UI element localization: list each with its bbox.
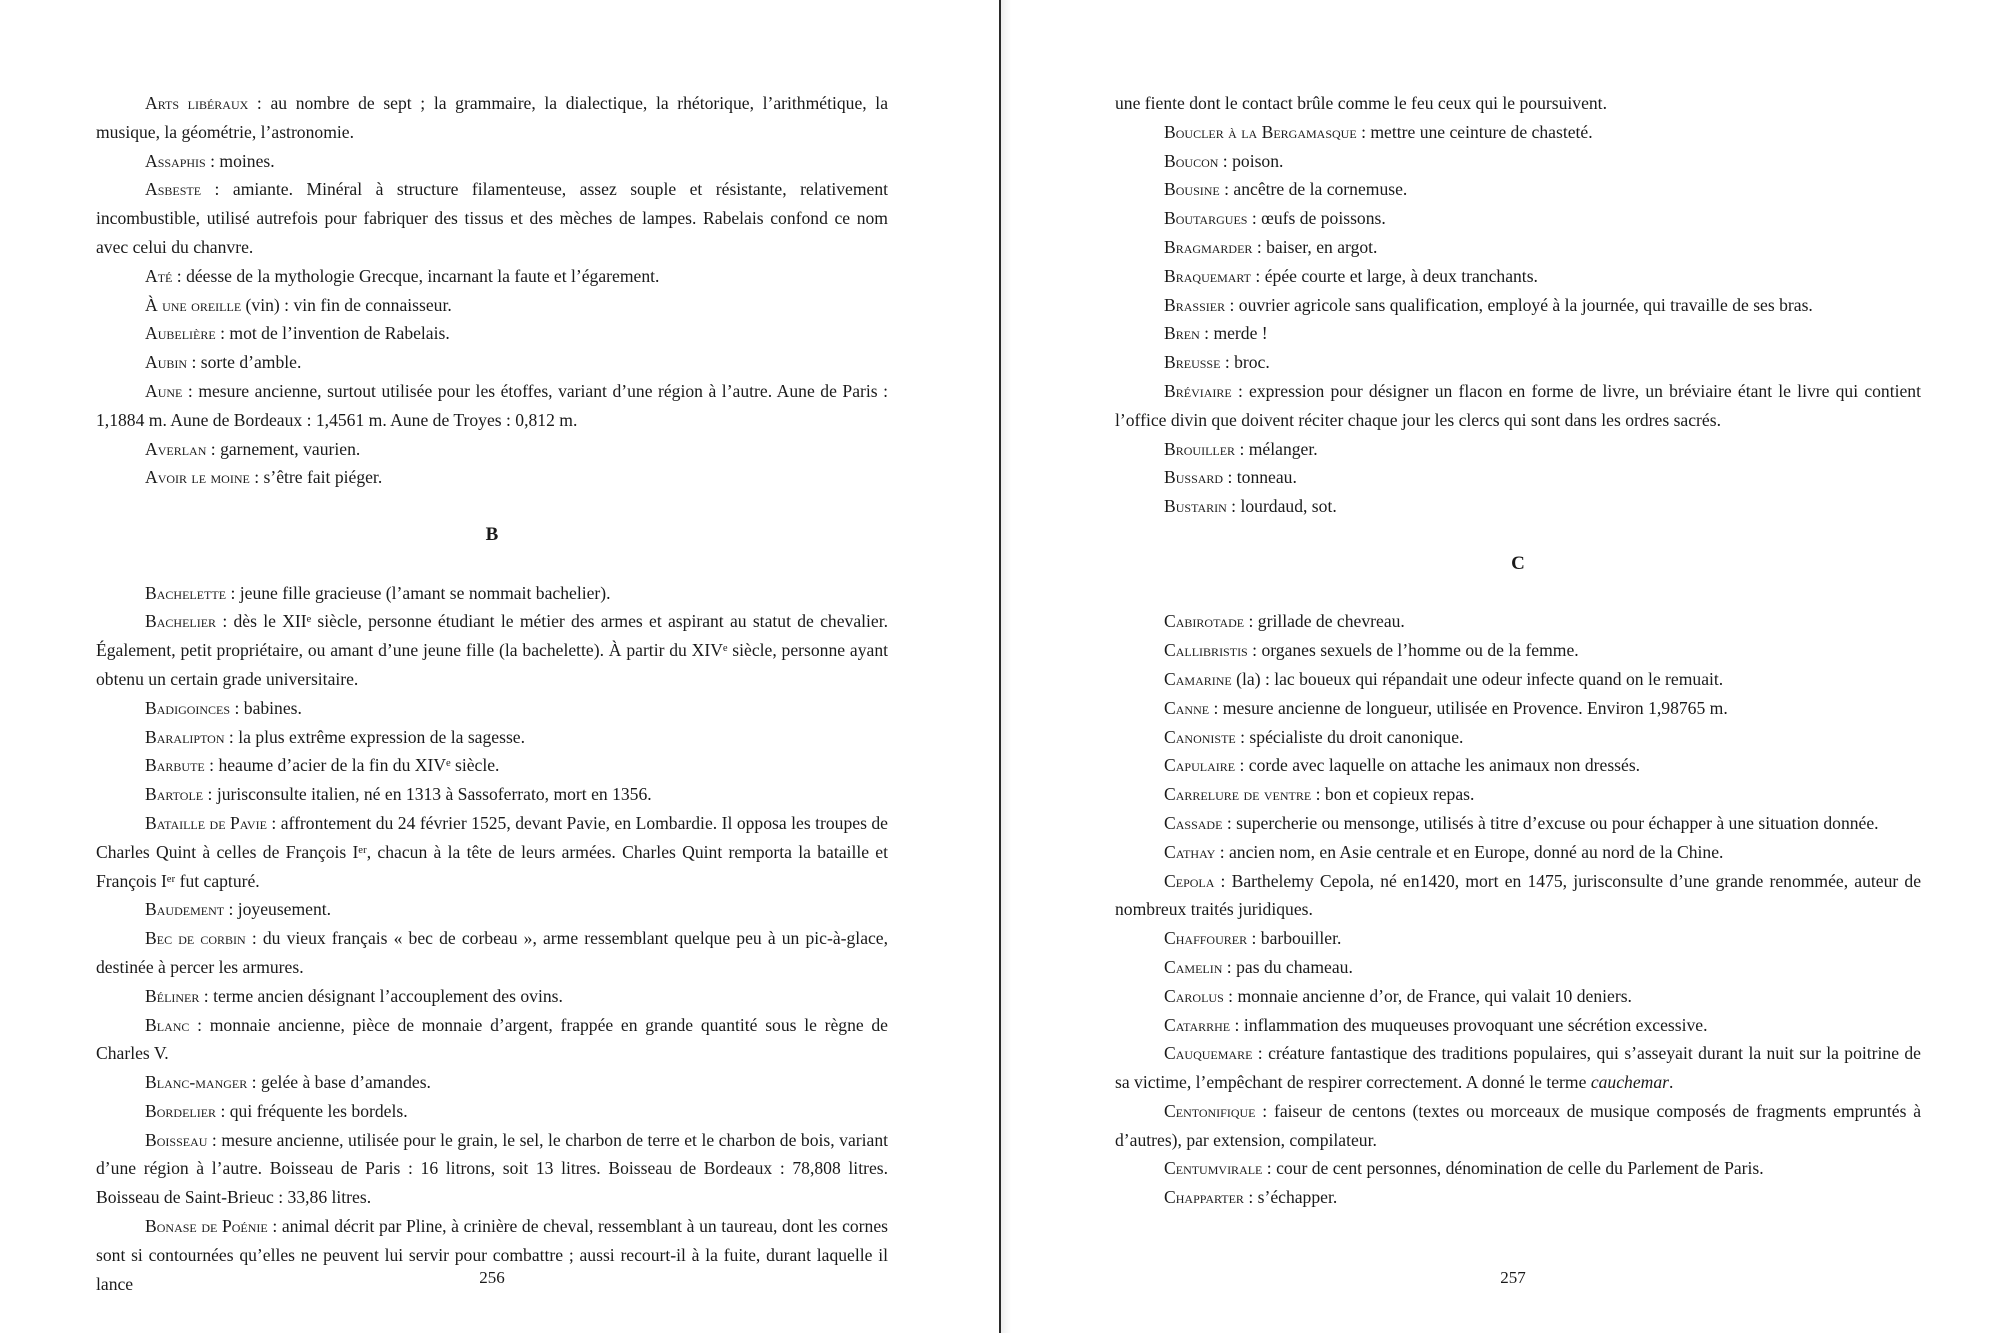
entry-term: Chapparter bbox=[1164, 1187, 1244, 1208]
entry-definition: s’échapper. bbox=[1257, 1187, 1338, 1208]
entry-definition: merde ! bbox=[1213, 323, 1268, 344]
entry-definition: ancien nom, en Asie centrale et en Europe, donné au nord de la Chine. bbox=[1229, 841, 1724, 862]
entry-term: Baudement bbox=[145, 899, 225, 920]
glossary-entry bbox=[1115, 348, 1921, 377]
glossary-entry bbox=[1115, 204, 1921, 233]
entry-definition-tail: . bbox=[1668, 1072, 1674, 1093]
entry-term: Breusse bbox=[1164, 352, 1221, 373]
entry-separator: : bbox=[1243, 1187, 1258, 1208]
entry-separator: (la) : bbox=[1231, 668, 1275, 689]
entry-definition: lac boueux qui répandait une odeur infecte quand on le remuait. bbox=[1274, 668, 1724, 689]
glossary-entry bbox=[96, 262, 888, 291]
entry-definition: tonneau. bbox=[1236, 467, 1297, 488]
entry-definition: spécialiste du droit canonique. bbox=[1249, 726, 1464, 747]
entry-term: Bréviaire bbox=[1164, 380, 1232, 401]
entry-separator: : bbox=[182, 380, 199, 401]
glossary-entry bbox=[1115, 118, 1921, 147]
entry-term: Braquemart bbox=[1164, 265, 1252, 286]
entry-term: Callibristis bbox=[1164, 640, 1248, 661]
entry-term: Bartole bbox=[145, 784, 204, 805]
entry-term: Brouiller bbox=[1164, 438, 1236, 459]
glossary-entry bbox=[96, 463, 888, 492]
entry-term: Bachelier bbox=[145, 611, 217, 632]
entry-definition: ancêtre de la cornemuse. bbox=[1233, 179, 1408, 200]
entry-definition: bon et copieux repas. bbox=[1324, 784, 1475, 805]
entry-definition: lourdaud, sot. bbox=[1240, 496, 1337, 517]
entry-definition: faiseur de centons (textes ou morceaux de musique composés de fragments empruntés à d’autres), par extension, compilateur. bbox=[1115, 1100, 1922, 1150]
entry-separator: : bbox=[205, 150, 220, 171]
entry-definition: épée courte et large, à deux tranchants. bbox=[1264, 265, 1538, 286]
glossary-entry bbox=[96, 895, 888, 924]
entry-separator: : bbox=[1230, 1014, 1244, 1035]
entry-definition: qui fréquente les bordels. bbox=[229, 1100, 408, 1121]
entry-term: Cabirotade bbox=[1164, 611, 1245, 632]
entry-definition: mélanger. bbox=[1248, 438, 1318, 459]
entry-term: Aune bbox=[145, 380, 183, 401]
entry-term: Centumvirale bbox=[1164, 1158, 1263, 1179]
entry-definition: corde avec laquelle on attache les animaux non dressés. bbox=[1248, 755, 1641, 776]
entry-separator: : bbox=[1247, 640, 1262, 661]
entry-term: Boucler à la Bergamasque bbox=[1164, 121, 1357, 142]
entry-separator: : bbox=[1252, 236, 1267, 257]
entry-separator: : bbox=[187, 352, 201, 373]
glossary-entry bbox=[96, 751, 888, 780]
entry-separator: : bbox=[247, 1072, 261, 1093]
glossary-entry bbox=[1115, 147, 1921, 176]
glossary-entry bbox=[1115, 1183, 1921, 1212]
entry-definition: créature fantastique des traditions populaires, qui s’asseyait durant la nuit sur la poitrine de sa victime, l’empêchant de respirer correctement. A donné le terme bbox=[1115, 1043, 1921, 1093]
entry-term: Bragmarder bbox=[1164, 236, 1253, 257]
entry-separator: : bbox=[1262, 1158, 1277, 1179]
glossary-entry bbox=[1115, 377, 1921, 435]
entry-definition: babines. bbox=[243, 697, 302, 718]
glossary-entry bbox=[1115, 463, 1921, 492]
entry-separator: : bbox=[1247, 928, 1261, 949]
entry-definition: mesure ancienne, utilisée pour le grain, le sel, le charbon de terre et le charbon de bois, variant d’une région à l’autre. Boisseau de Paris : 16 litrons, soit 13 litres. Boisseau de Bordeaux : 78,808 litres. Boisseau de Saint-Brieuc : 33,86 litres. bbox=[96, 1129, 889, 1208]
entry-definition: cour de cent personnes, dénomination de celle du Parlement de Paris. bbox=[1276, 1158, 1764, 1179]
entry-separator: : bbox=[1235, 726, 1250, 747]
entry-definition: vin fin de connaisseur. bbox=[293, 294, 452, 315]
entry-definition: grillade de chevreau. bbox=[1257, 611, 1405, 632]
entry-separator: : bbox=[1252, 1043, 1269, 1064]
entry-term: Canne bbox=[1164, 697, 1210, 718]
glossary-entry bbox=[1115, 694, 1921, 723]
entry-term: Cauquemare bbox=[1164, 1043, 1253, 1064]
entry-separator: : bbox=[1226, 496, 1241, 517]
entry-separator: : bbox=[1356, 121, 1371, 142]
continued-definition: une fiente dont le contact brûle comme le feu ceux qui le poursuivent. bbox=[1115, 93, 1607, 113]
entry-separator: : bbox=[203, 784, 217, 805]
glossary-entry bbox=[1115, 838, 1921, 867]
glossary-entry bbox=[96, 175, 888, 261]
entry-term: Asbeste bbox=[145, 179, 202, 200]
glossary-entry bbox=[1115, 982, 1921, 1011]
glossary-entry bbox=[96, 89, 888, 147]
entry-term: Até bbox=[145, 265, 173, 286]
entry-definition: expression pour désigner un flacon en forme de livre, un bréviaire étant le livre qui contient l’office divin que doivent réciter chaque jour les clercs qui sont dans les ordres sacrés. bbox=[1115, 380, 1921, 430]
glossary-entry bbox=[96, 723, 888, 752]
entry-term: Carrelure de ventre bbox=[1164, 784, 1312, 805]
glossary-entry bbox=[96, 377, 888, 435]
entry-definition: gelée à base d’amandes. bbox=[260, 1072, 431, 1093]
entry-definition: au nombre de sept ; la grammaire, la dialectique, la rhétorique, l’arithmétique, la musique, la géométrie, l’astronomie. bbox=[96, 93, 889, 142]
entry-term: Brassier bbox=[1164, 294, 1226, 315]
entry-separator: : bbox=[1251, 265, 1265, 286]
entry-definition: mesure ancienne, surtout utilisée pour les étoffes, variant d’une région à l’autre. Aune de Paris : 1,1884 m. Aune de Bordeaux : 1,4561 m. Aune de Troyes : 0,812 m. bbox=[96, 380, 888, 430]
entry-term: Boutargues bbox=[1164, 208, 1248, 229]
entry-definition-italic: cauchemar bbox=[1590, 1072, 1669, 1093]
entry-term: Assaphis bbox=[145, 150, 206, 171]
entry-separator: : bbox=[266, 812, 281, 833]
entry-definition: sorte d’amble. bbox=[200, 352, 302, 373]
entry-definition: pas du chameau. bbox=[1236, 956, 1353, 977]
entry-definition: monnaie ancienne d’or, de France, qui valait 10 deniers. bbox=[1237, 985, 1632, 1006]
glossary-entry bbox=[1115, 492, 1921, 521]
glossary-entry bbox=[1115, 607, 1921, 636]
entry-definition: affrontement du 24 février 1525, devant Pavie, en Lombardie. Il opposa les troupes de Charles Quint à celles de François Iᵉʳ, chacun à la tête de leurs armées. Charles Quint remporta la bataille et François Iᵉʳ fut capturé. bbox=[96, 812, 888, 891]
glossary-entry bbox=[1115, 291, 1921, 320]
entry-separator: : bbox=[216, 611, 234, 632]
entry-separator: : bbox=[1220, 352, 1235, 373]
entry-term: Camarine bbox=[1164, 668, 1232, 689]
entry-definition: organes sexuels de l’homme ou de la femme. bbox=[1261, 640, 1579, 661]
glossary-entry bbox=[96, 780, 888, 809]
glossary-entry bbox=[96, 435, 888, 464]
entry-separator: : bbox=[1209, 697, 1223, 718]
entry-definition: mesure ancienne de longueur, utilisée en Provence. Environ 1,98765 m. bbox=[1222, 697, 1728, 718]
entry-separator: : bbox=[249, 467, 264, 488]
entry-definition: s’être fait piéger. bbox=[263, 467, 383, 488]
entry-definition: mot de l’invention de Rabelais. bbox=[229, 323, 450, 344]
glossary-entry bbox=[96, 607, 888, 693]
glossary-entry bbox=[1115, 233, 1921, 262]
entry-term: Canoniste bbox=[1164, 726, 1236, 747]
glossary-section-c bbox=[1115, 607, 1921, 1212]
entry-separator: : bbox=[230, 697, 244, 718]
section-heading-b: B bbox=[485, 523, 499, 545]
entry-separator: (vin) : bbox=[241, 294, 294, 315]
entry-definition: la plus extrême expression de la sagesse. bbox=[238, 726, 526, 747]
entry-separator: : bbox=[1214, 870, 1232, 891]
entry-separator: : bbox=[1218, 150, 1233, 171]
glossary-entry bbox=[96, 1097, 888, 1126]
entry-separator: : bbox=[245, 928, 263, 949]
entry-separator: : bbox=[1225, 294, 1239, 315]
glossary-entry bbox=[96, 809, 888, 895]
entry-separator: : bbox=[206, 438, 221, 459]
glossary-entry bbox=[1115, 723, 1921, 752]
entry-separator: : bbox=[189, 1014, 210, 1035]
entry-separator: : bbox=[1222, 812, 1237, 833]
glossary-section-a bbox=[96, 89, 888, 492]
entry-term: Cepola bbox=[1164, 870, 1215, 891]
entry-term: Camelin bbox=[1164, 956, 1223, 977]
entry-separator: : bbox=[224, 899, 238, 920]
entry-definition: garnement, vaurien. bbox=[220, 438, 361, 459]
glossary-entry bbox=[1115, 636, 1921, 665]
entry-term: Bachelette bbox=[145, 582, 227, 603]
entry-definition: ouvrier agricole sans qualification, employé à la journée, qui travaille de ses bras. bbox=[1238, 294, 1813, 315]
entry-separator: : bbox=[216, 1100, 230, 1121]
right-page-body bbox=[1115, 89, 1921, 1212]
entry-term: Bordelier bbox=[145, 1100, 217, 1121]
entry-definition: œufs de poissons. bbox=[1261, 208, 1386, 229]
entry-term: Bonase de Poénie bbox=[145, 1216, 268, 1237]
page-number: 257 bbox=[1500, 1268, 1526, 1287]
entry-separator: : bbox=[204, 755, 219, 776]
entry-separator: : bbox=[172, 265, 187, 286]
section-heading-c: C bbox=[1511, 552, 1525, 574]
entry-separator: : bbox=[248, 93, 271, 113]
entry-separator: : bbox=[1247, 208, 1262, 229]
entry-separator: : bbox=[224, 726, 239, 747]
entry-definition: moines. bbox=[219, 150, 275, 171]
entry-term: Boisseau bbox=[145, 1129, 208, 1150]
glossary-entry bbox=[96, 147, 888, 176]
entry-separator: : bbox=[1215, 841, 1229, 862]
entry-term: Aubelière bbox=[145, 323, 216, 344]
entry-separator: : bbox=[201, 179, 233, 200]
entry-separator: : bbox=[207, 1129, 222, 1150]
entry-definition: dès le XIIᵉ siècle, personne étudiant le métier des armes et aspirant au statut de chevalier. Également, petit propriétaire, ou amant d’une jeune fille (la bachelette). À partir du XIVᵉ siècle, personne ayant obtenu un certain grade universitaire. bbox=[96, 611, 888, 689]
entry-definition: heaume d’acier de la fin du XIVᵉ siècle. bbox=[218, 755, 500, 776]
entry-separator: : bbox=[215, 323, 230, 344]
right-page bbox=[1001, 0, 2000, 1333]
entry-separator: : bbox=[1219, 179, 1234, 200]
entry-definition: broc. bbox=[1234, 352, 1270, 373]
entry-term: Aubin bbox=[145, 352, 188, 373]
entry-separator: : bbox=[199, 985, 214, 1006]
entry-term: Cassade bbox=[1164, 812, 1223, 833]
entry-definition: animal décrit par Pline, à crinière de cheval, ressemblant à un taureau, dont les cornes sont si contournées qu’elles ne peuvent lui servir pour combattre ; aussi recourt-il à la fuite, durant laquelle il lance bbox=[96, 1216, 888, 1294]
entry-definition: joyeusement. bbox=[237, 899, 332, 920]
entry-definition: déesse de la mythologie Grecque, incarnant la faute et l’égarement. bbox=[186, 265, 660, 286]
glossary-entry bbox=[1115, 1097, 1921, 1155]
entry-separator: : bbox=[226, 582, 240, 603]
glossary-entry bbox=[1115, 262, 1921, 291]
entry-separator: : bbox=[1231, 380, 1250, 401]
glossary-entry bbox=[96, 1068, 888, 1097]
entry-separator: : bbox=[1222, 956, 1237, 977]
entry-definition: terme ancien désignant l’accouplement des ovins. bbox=[213, 985, 563, 1006]
entry-separator: : bbox=[1199, 323, 1214, 344]
glossary-entry bbox=[96, 1011, 888, 1069]
entry-term: Averlan bbox=[145, 438, 207, 459]
page-number: 256 bbox=[479, 1268, 505, 1287]
entry-definition: supercherie ou mensonge, utilisés à titre d’excuse ou pour échapper à une situation donnée. bbox=[1236, 812, 1879, 833]
entry-term: Baralipton bbox=[145, 726, 225, 747]
entry-term: Bustarin bbox=[1164, 496, 1227, 517]
glossary-entry bbox=[96, 291, 888, 320]
entry-separator: : bbox=[267, 1216, 282, 1237]
glossary-entry bbox=[1115, 953, 1921, 982]
glossary-entry bbox=[1115, 780, 1921, 809]
entry-separator: : bbox=[1244, 611, 1258, 632]
glossary-entry bbox=[1115, 809, 1921, 838]
glossary-entry bbox=[1115, 1011, 1921, 1040]
glossary-entry bbox=[1115, 867, 1921, 925]
entry-term: À une oreille bbox=[145, 294, 242, 315]
entry-term: Béliner bbox=[145, 985, 200, 1006]
entry-term: Barbute bbox=[145, 755, 205, 776]
entry-term: Bec de corbin bbox=[145, 928, 246, 949]
entry-separator: : bbox=[1235, 438, 1249, 459]
glossary-entry bbox=[96, 694, 888, 723]
entry-term: Blanc-manger bbox=[145, 1072, 248, 1093]
entry-definition: jurisconsulte italien, né en 1313 à Sassoferrato, mort en 1356. bbox=[216, 784, 652, 805]
entry-separator: : bbox=[1255, 1100, 1274, 1121]
glossary-entry bbox=[96, 982, 888, 1011]
entry-definition: inflammation des muqueuses provoquant une sécrétion excessive. bbox=[1243, 1014, 1708, 1035]
entry-term: Bousine bbox=[1164, 179, 1220, 200]
entry-term: Centonifique bbox=[1164, 1100, 1256, 1121]
entry-term: Bren bbox=[1164, 323, 1200, 344]
entry-term: Bussard bbox=[1164, 467, 1224, 488]
entry-term: Cathay bbox=[1164, 841, 1216, 862]
glossary-entry bbox=[96, 1126, 888, 1212]
entry-definition: monnaie ancienne, pièce de monnaie d’argent, frappée en grande quantité sous le règne de Charles V. bbox=[96, 1014, 888, 1064]
entry-definition: du vieux français « bec de corbeau », arme ressemblant quelque peu à un pic-à-glace, destinée à percer les armures. bbox=[96, 928, 889, 977]
glossary-entry bbox=[1115, 751, 1921, 780]
entry-separator: : bbox=[1311, 784, 1325, 805]
glossary-entry bbox=[1115, 665, 1921, 694]
glossary-entry bbox=[1115, 435, 1921, 464]
entry-term: Badigoinces bbox=[145, 697, 231, 718]
entry-definition: baiser, en argot. bbox=[1266, 236, 1378, 257]
entry-term: Catarrhe bbox=[1164, 1014, 1231, 1035]
entry-definition: poison. bbox=[1232, 150, 1284, 171]
glossary-entry bbox=[96, 319, 888, 348]
glossary-entry bbox=[1115, 1039, 1921, 1097]
entry-separator: : bbox=[1235, 755, 1249, 776]
entry-separator: : bbox=[1223, 985, 1238, 1006]
glossary-entry bbox=[96, 348, 888, 377]
entry-definition: mettre une ceinture de chasteté. bbox=[1370, 121, 1593, 142]
entry-term: Blanc bbox=[145, 1014, 190, 1035]
entry-term: Boucon bbox=[1164, 150, 1219, 171]
glossary-section-b bbox=[96, 579, 888, 1299]
entry-term: Capulaire bbox=[1164, 755, 1236, 776]
entry-term: Chaffourer bbox=[1164, 928, 1248, 949]
entry-definition: amiante. Minéral à structure filamenteuse, assez souple et résistante, relativement incombustible, utilisé autrefois pour fabriquer des tissus et des mèches de lampes. Rabelais confond ce nom avec celui du chanvre. bbox=[96, 179, 889, 257]
entry-separator: : bbox=[1223, 467, 1237, 488]
entry-term: Carolus bbox=[1164, 985, 1224, 1006]
glossary-entry bbox=[1115, 175, 1921, 204]
glossary-entry bbox=[1115, 319, 1921, 348]
glossary-entry bbox=[1115, 924, 1921, 953]
entry-term: Bataille de Pavie bbox=[145, 812, 267, 833]
glossary-entry bbox=[96, 924, 888, 982]
left-page-body bbox=[96, 89, 888, 1298]
glossary-entry bbox=[1115, 1154, 1921, 1183]
glossary-entry bbox=[96, 579, 888, 608]
entry-term: Avoir le moine bbox=[145, 467, 250, 488]
entry-definition: Barthelemy Cepola, né en1420, mort en 1475, jurisconsulte d’une grande renommée, auteur de nombreux traités juridiques. bbox=[1115, 870, 1922, 920]
glossary-section-b-cont bbox=[1115, 118, 1921, 521]
entry-definition: jeune fille gracieuse (l’amant se nommait bachelier). bbox=[239, 582, 611, 603]
entry-term: Arts libéraux bbox=[145, 93, 249, 113]
entry-definition: barbouiller. bbox=[1260, 928, 1342, 949]
